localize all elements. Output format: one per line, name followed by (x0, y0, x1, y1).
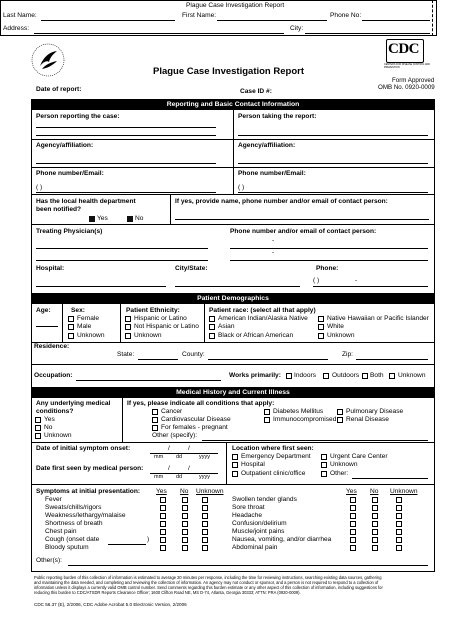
person-taking-field[interactable] (238, 135, 428, 136)
sym-left-no-header: No (180, 488, 189, 495)
last-name-label: Last Name: (3, 12, 37, 19)
cancer-label: Cancer (161, 408, 183, 415)
seen-mm: mm (154, 474, 164, 480)
notified-yes-checkbox[interactable] (89, 216, 95, 222)
females-pregnant-label: For females - pregnant (161, 424, 228, 431)
date-seen-label: Date first seen by medical person: (36, 465, 144, 472)
race-asian-label: Asian (218, 323, 235, 330)
symptom-right-6-yes-checkbox[interactable] (350, 545, 356, 551)
symptoms-label: Symptoms at initial presentation: (36, 488, 141, 495)
underlying-yes-checkbox[interactable] (35, 417, 41, 423)
sym-left-unknown-header: Unknown (196, 488, 224, 495)
symptom-left-2-no-checkbox[interactable] (182, 513, 188, 519)
cardio-checkbox[interactable] (152, 417, 158, 423)
ethnicity-not-hispanic-label: Not Hispanic or Latino (134, 323, 199, 330)
if-yes-indicate-label: If yes, please indicate all conditions that apply: (127, 400, 275, 407)
phone-paren-1: ( ) (36, 184, 43, 191)
phone-email-field-2[interactable] (238, 192, 428, 193)
loc-outpatient-label: Outpatient clinic/office (241, 470, 306, 477)
cancer-checkbox[interactable] (152, 409, 158, 415)
symptom-left-6-no-checkbox[interactable] (182, 545, 188, 551)
person-reporting-label: Person reporting the case: (36, 113, 120, 120)
person-reporting-field[interactable] (36, 127, 216, 128)
sym-right-unknown-header: Unknown (390, 488, 418, 495)
address-field[interactable] (34, 33, 284, 34)
other-symptoms-label: Other(s): (36, 557, 63, 564)
works-outdoors-checkbox[interactable] (323, 373, 329, 379)
symptom-left-2-yes-checkbox[interactable] (160, 513, 166, 519)
form-title: Plague Case Investigation Report (153, 66, 304, 77)
loc-urgent-label: Urgent Care Center (330, 453, 388, 460)
age-label: Age: (36, 307, 51, 314)
sex-label: Sex: (71, 307, 85, 314)
ethnicity-unknown-checkbox[interactable] (125, 333, 131, 339)
seen-yyyy: yyyy (199, 474, 210, 480)
contact-person-field[interactable] (175, 219, 429, 220)
city-state-label: City/State: (175, 265, 208, 272)
physician-field-2[interactable] (36, 260, 208, 261)
seen-dd: dd (176, 474, 183, 480)
ethnicity-hispanic-label: Hispanic or Latino (134, 315, 187, 322)
symptom-right-4-no-checkbox[interactable] (372, 529, 378, 535)
race-american-indian-checkbox[interactable] (209, 316, 215, 322)
hospital-phone-label: Phone: (316, 265, 339, 272)
sex-female-checkbox[interactable] (68, 316, 74, 322)
burden-statement-4: reducing this burden to CDC/ATSDR Reports Clearance Officer; 1600 Clifton Road NE, MS D-74, Atlanta, Georgia 30333; ATTN: PRA (0920-0009). (34, 590, 301, 595)
symptom-right-4-unknown-checkbox[interactable] (396, 529, 402, 535)
section-patient-demographics: Patient Demographics (31, 293, 435, 304)
symptom-left-6-unknown-checkbox[interactable] (202, 545, 208, 551)
symptom-left-0-yes-checkbox[interactable] (160, 497, 166, 503)
works-unknown-label: Unknown (398, 372, 426, 379)
symptom-left-0-unknown-checkbox[interactable] (202, 497, 208, 503)
symptom-swollen-glands: Swollen tender glands (232, 496, 297, 503)
loc-unknown-checkbox[interactable] (321, 462, 327, 468)
zip-field[interactable] (356, 359, 428, 360)
symptom-right-3-unknown-checkbox[interactable] (396, 521, 402, 527)
sex-female-label: Female (77, 315, 99, 322)
section-reporting-contact: Reporting and Basic Contact Information (31, 99, 435, 110)
county-label: County: (182, 351, 205, 358)
symptom-abdominal-pain: Abdominal pain (232, 544, 278, 551)
symptom-right-6-no-checkbox[interactable] (372, 545, 378, 551)
sex-unknown-label: Unknown (77, 332, 105, 339)
underlying-yes-label: Yes (44, 416, 55, 423)
physician-field-1[interactable] (36, 248, 208, 249)
symptom-left-2-unknown-checkbox[interactable] (202, 513, 208, 519)
other-specify-label: Other (specify): (152, 432, 198, 439)
hospital-phone-paren: ( ) (313, 277, 320, 284)
symptom-weakness: Weakness/lethargy/malaise (45, 512, 126, 519)
works-unknown-checkbox[interactable] (389, 373, 395, 379)
person-reporting-field-2[interactable] (36, 135, 216, 136)
loc-hospital-checkbox[interactable] (232, 462, 238, 468)
other-specify-field[interactable] (202, 440, 428, 441)
notified-no-checkbox[interactable] (127, 216, 133, 222)
symptom-right-1-yes-checkbox[interactable] (350, 505, 356, 511)
hospital-phone-field[interactable] (313, 286, 428, 287)
symptom-sweats: Sweats/chills/rigors (45, 504, 102, 511)
loc-other-label: Other: (330, 470, 349, 477)
hospital-label: Hospital: (36, 265, 65, 272)
phone-paren-2: ( ) (238, 184, 245, 191)
onset-dd: dd (176, 454, 183, 460)
form-version: CDC 56.37 (E), 2/2006, CDC Adobe Acrobat 5.0 Electronic Version, 2/2006 (34, 602, 187, 607)
state-field[interactable] (138, 359, 178, 360)
location-first-seen-label: Location where first seen: (232, 445, 314, 452)
symptom-right-5-no-checkbox[interactable] (372, 537, 378, 543)
phone-label: Phone No: (330, 12, 362, 19)
race-asian-checkbox[interactable] (209, 324, 215, 330)
onset-mm: mm (154, 454, 164, 460)
underlying-no-label: No (44, 424, 53, 431)
city-field[interactable] (305, 33, 430, 34)
treating-physician-label: Treating Physician(s) (36, 228, 103, 235)
ethnicity-hispanic-checkbox[interactable] (125, 316, 131, 322)
notified-question: Has the local health department (36, 198, 136, 205)
symptom-right-1-no-checkbox[interactable] (372, 505, 378, 511)
race-white-label: White (327, 323, 344, 330)
loc-hospital-label: Hospital (241, 461, 265, 468)
works-indoors-label: Indoors (294, 372, 316, 379)
occupation-label: Occupation: (34, 372, 73, 379)
person-taking-label: Person taking the report: (238, 113, 317, 120)
agency-label-1: Agency/affiliation: (36, 142, 94, 149)
notified-question-2: been notified? (36, 206, 82, 213)
works-primarily-label: Works primarily: (229, 372, 281, 379)
loc-other-checkbox[interactable] (321, 471, 327, 477)
phone-email-label-1: Phone number/Email: (36, 170, 104, 177)
date-onset-label: Date of initial symptom onset: (36, 445, 131, 452)
agency-field-2[interactable] (238, 163, 428, 164)
symptom-left-6-yes-checkbox[interactable] (160, 545, 166, 551)
county-field[interactable] (208, 359, 328, 360)
symptom-left-4-unknown-checkbox[interactable] (202, 529, 208, 535)
immuno-checkbox[interactable] (264, 417, 270, 423)
race-label: Patient race: (select all that apply) (209, 307, 316, 314)
case-id-label: Case ID #: (240, 88, 272, 95)
symptom-left-1-no-checkbox[interactable] (182, 505, 188, 511)
hospital-field[interactable] (36, 286, 166, 287)
cdc-logo: CDC CENTERS FOR DISEASE CONTROL AND PREVENTION (384, 41, 431, 69)
sym-right-no-header: No (370, 488, 379, 495)
ethnicity-label: Patient Ethnicity: (126, 307, 180, 314)
onset-yyyy: yyyy (199, 454, 210, 460)
sym-left-yes-header: Yes (156, 488, 167, 495)
state-label: State: (117, 351, 135, 358)
symptom-left-5-no-checkbox[interactable] (182, 537, 188, 543)
notified-no-label: No (135, 215, 144, 222)
renal-checkbox[interactable] (337, 417, 343, 423)
symptom-left-4-yes-checkbox[interactable] (160, 529, 166, 535)
works-both-checkbox[interactable] (362, 373, 368, 379)
race-hawaiian-label: Native Hawaiian or Pacific Islander (327, 315, 429, 322)
if-yes-contact-label: If yes, provide name, phone number and/or email of contact person: (175, 198, 388, 205)
symptom-right-4-yes-checkbox[interactable] (350, 529, 356, 535)
residence-label: Residence: (34, 343, 70, 350)
symptom-right-2-no-checkbox[interactable] (372, 513, 378, 519)
symptom-right-1-unknown-checkbox[interactable] (396, 505, 402, 511)
symptom-left-3-no-checkbox[interactable] (182, 521, 188, 527)
symptom-bloody-sputum: Bloody sputum (45, 544, 89, 551)
phone-field[interactable] (362, 20, 430, 21)
last-name-field[interactable] (41, 20, 175, 21)
works-both-label: Both (370, 372, 384, 379)
symptom-left-5-yes-checkbox[interactable] (160, 537, 166, 543)
symptom-right-3-yes-checkbox[interactable] (350, 521, 356, 527)
symptom-left-1-yes-checkbox[interactable] (160, 505, 166, 511)
diabetes-label: Diabetes Mellitus (273, 408, 324, 415)
symptom-cough: Cough (onset date (45, 536, 100, 543)
symptom-right-3-no-checkbox[interactable] (372, 521, 378, 527)
symptom-right-6-unknown-checkbox[interactable] (396, 545, 402, 551)
burden-statement-1: Public reporting burden of this collection of information is estimated to average 20 minutes per response, including the time for reviewing instructions, searching existing data sources, gathering (34, 575, 382, 580)
underlying-question: Any underlying medical (36, 400, 111, 407)
first-name-field[interactable] (217, 20, 327, 21)
underlying-unknown-label: Unknown (44, 432, 72, 439)
symptom-muscle-pains: Muscle/joint pains (232, 528, 285, 535)
symptom-nausea: Nausea, vomiting, and/or diarrhea (232, 536, 332, 543)
pulmonary-checkbox[interactable] (337, 409, 343, 415)
race-hawaiian-checkbox[interactable] (318, 316, 324, 322)
zip-label: Zip: (342, 351, 353, 358)
age-field[interactable] (36, 326, 58, 327)
race-black-label: Black or African American (218, 332, 294, 339)
underlying-question-2: conditions? (36, 408, 74, 415)
race-unknown-label: Unknown (327, 332, 355, 339)
symptom-left-5-unknown-checkbox[interactable] (202, 537, 208, 543)
symptom-right-0-unknown-checkbox[interactable] (396, 497, 402, 503)
diabetes-checkbox[interactable] (264, 409, 270, 415)
underlying-unknown-checkbox[interactable] (35, 433, 41, 439)
physician-phone-label: Phone number and/or email of contact person: (230, 228, 377, 235)
physician-phone-field-2[interactable] (230, 260, 428, 261)
loc-emergency-label: Emergency Department (241, 453, 311, 460)
symptom-confusion: Confusion/delirium (232, 520, 287, 527)
agency-field-1[interactable] (36, 163, 216, 164)
section-medical-history: Medical History and Current Illness (31, 387, 435, 398)
race-white-checkbox[interactable] (318, 324, 324, 330)
occupation-field[interactable] (76, 380, 221, 381)
loc-outpatient-checkbox[interactable] (232, 471, 238, 477)
loc-urgent-checkbox[interactable] (321, 454, 327, 460)
burden-statement-3: information unless it displays a currently valid OMB control number. Send comments regarding this burden estimate or any other aspect of this collection of information, including suggestions for (34, 585, 383, 590)
header-title: Plague Case Investigation Report (186, 2, 285, 9)
ethnicity-unknown-label: Unknown (134, 332, 162, 339)
symptom-right-0-yes-checkbox[interactable] (350, 497, 356, 503)
works-outdoors-label: Outdoors (332, 372, 360, 379)
sex-male-label: Male (77, 323, 92, 330)
form-approved: Form Approved (392, 77, 435, 84)
symptom-right-5-unknown-checkbox[interactable] (396, 537, 402, 543)
address-label: Address: (3, 25, 30, 32)
notified-yes-label: Yes (97, 215, 108, 222)
date-of-report-label: Date of report: (36, 86, 82, 93)
symptom-right-0-no-checkbox[interactable] (372, 497, 378, 503)
city-state-field[interactable] (175, 286, 300, 287)
physician-phone-field-1[interactable] (230, 248, 428, 249)
pulmonary-label: Pulmonary Disease (346, 408, 404, 415)
first-name-label: First Name: (182, 12, 217, 19)
immuno-label: Immunocompromised (273, 416, 337, 423)
race-american-indian-label: American Indian/Alaska Native (218, 315, 308, 322)
sym-right-yes-header: Yes (346, 488, 357, 495)
underlying-no-checkbox[interactable] (35, 425, 41, 431)
cough-close-paren: ) (147, 536, 150, 543)
loc-emergency-checkbox[interactable] (232, 454, 238, 460)
agency-label-2: Agency/affiliation: (238, 142, 296, 149)
females-pregnant-checkbox[interactable] (152, 425, 158, 431)
symptom-left-3-yes-checkbox[interactable] (160, 521, 166, 527)
symptom-left-3-unknown-checkbox[interactable] (202, 521, 208, 527)
city-label: City: (290, 25, 304, 32)
sex-male-checkbox[interactable] (68, 324, 74, 330)
symptom-left-4-no-checkbox[interactable] (182, 529, 188, 535)
loc-other-field[interactable] (352, 478, 428, 479)
phone-email-label-2: Phone number/Email: (238, 170, 306, 177)
cardio-label: Cardiovascular Disease (161, 416, 231, 423)
symptom-sore-throat: Sore throat (232, 504, 265, 511)
symptom-right-2-yes-checkbox[interactable] (350, 513, 356, 519)
symptom-right-2-unknown-checkbox[interactable] (396, 513, 402, 519)
symptom-fever: Fever (45, 496, 62, 503)
symptom-chest-pain: Chest pain (45, 528, 77, 535)
ethnicity-not-hispanic-checkbox[interactable] (125, 324, 131, 330)
hhs-eagle-logo (30, 42, 66, 78)
omb-number: OMB No. 0920-0009 (378, 84, 435, 91)
symptom-right-5-yes-checkbox[interactable] (350, 537, 356, 543)
other-symptoms-field[interactable] (68, 565, 428, 566)
cough-onset-date-field[interactable] (108, 544, 146, 545)
renal-label: Renal Disease (346, 416, 389, 423)
loc-unknown-label: Unknown (330, 461, 358, 468)
symptom-left-1-unknown-checkbox[interactable] (202, 505, 208, 511)
symptom-shortness-breath: Shortness of breath (45, 520, 103, 527)
symptom-left-0-no-checkbox[interactable] (182, 497, 188, 503)
symptom-headache: Headache (232, 512, 263, 519)
burden-statement-2: and maintaining the data needed, and completing and reviewing the collection of information. An agency may not conduct or sponsor, and a person is not required to respond to a collection of (34, 580, 379, 585)
works-indoors-checkbox[interactable] (286, 373, 292, 379)
phone-email-field-1[interactable] (36, 192, 216, 193)
race-black-checkbox[interactable] (209, 333, 215, 339)
race-unknown-checkbox[interactable] (318, 333, 324, 339)
sex-unknown-checkbox[interactable] (68, 333, 74, 339)
